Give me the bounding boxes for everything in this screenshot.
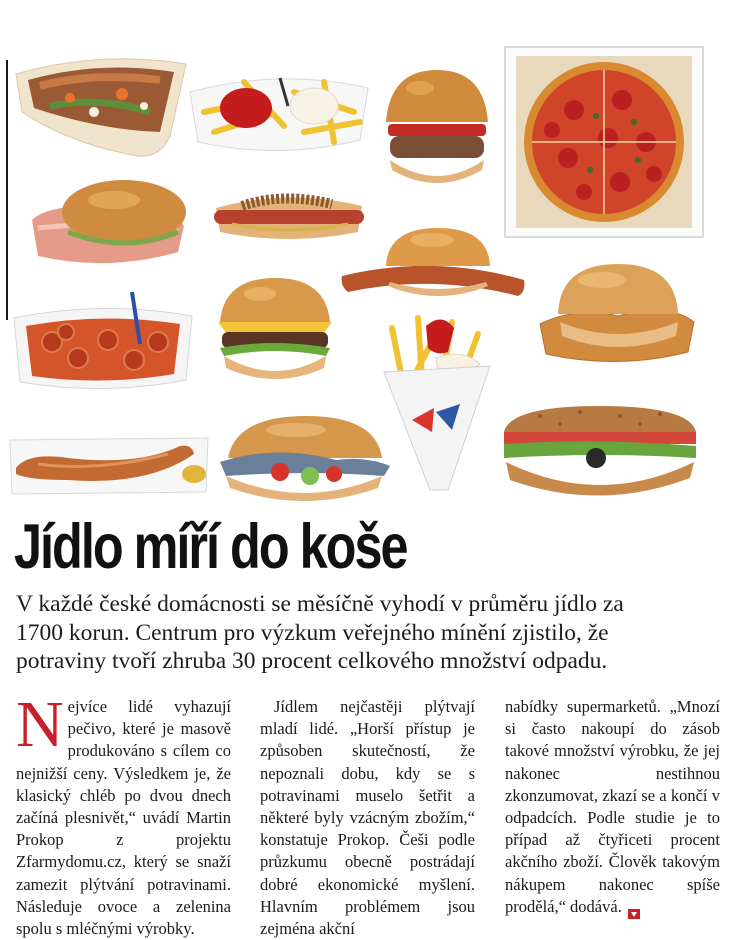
- pizza-photo: [504, 46, 704, 238]
- body-column-2: Jídlem nejčastěji plýtvají mladí lidé. „Horší přístup je způsoben skutečností, že nepoznali dobu, kdy se s potravinami muselo šetřit a některé byly vzácným zbožím,“ konstatuje Prokop. Češi podle průzkumu obecně postrádají dobré ekonomické myšlení. Hlavním problémem jsou zejména akční: [260, 697, 475, 939]
- body-column-1-text: ejvíce lidé vyhazují pečivo, které je masově produkováno s cílem co nejnižší ceny. Výsledkem je, že klasický chléb po dvou dnech začíná plesnivět,“ uvádí Martin Prokop z projektu Zfarmydomu.cz, který se snaží zamezit plýtvání potravinami. Následuje ovoce a zelenina spolu s mléčnými výrobky.: [16, 697, 231, 939]
- drop-cap: N: [16, 688, 64, 761]
- fish-roll-photo: [216, 414, 392, 506]
- ham-roll-photo: [28, 180, 186, 268]
- currywurst-photo: [8, 292, 198, 396]
- cheeseburger-photo: [216, 276, 334, 386]
- sausage-tray-photo: [8, 430, 212, 500]
- kebab-photo: [10, 46, 190, 161]
- hamburger-photo: [380, 66, 494, 192]
- fries-tray-photo: [184, 62, 374, 164]
- schnitzel-burger-photo: [538, 262, 696, 372]
- body-column-3: [505, 696, 720, 918]
- lead-paragraph: V každé české domácnosti se měsíčně vyhodí v průměru jídlo za 1700 korun. Centrum pro výzkum veřejného mínění zjistilo, že potraviny tvoří zhruba 30 procent celkového množství odpadu.: [16, 591, 624, 674]
- headline: Jídlo míří do koše: [14, 512, 407, 582]
- body-column-3-text: nabídky supermarketů. „Mnozí si často nakoupí do zásob takové množství výrobku, že jej nakonec nestihnou zkonzumovat, zkazí se a končí v odpadcích. Podle studie je to případ až čtyřiceti procent akčního zboží. Člověk takovým nákupem nakonec spíše prodělá,“ dodává.: [505, 697, 720, 916]
- fries-cone-photo: [382, 308, 492, 494]
- body-column-1: [16, 688, 231, 940]
- sausage-bun-photo: [338, 226, 528, 308]
- end-of-article-icon: [628, 903, 640, 913]
- sub-sandwich-photo: [500, 402, 700, 508]
